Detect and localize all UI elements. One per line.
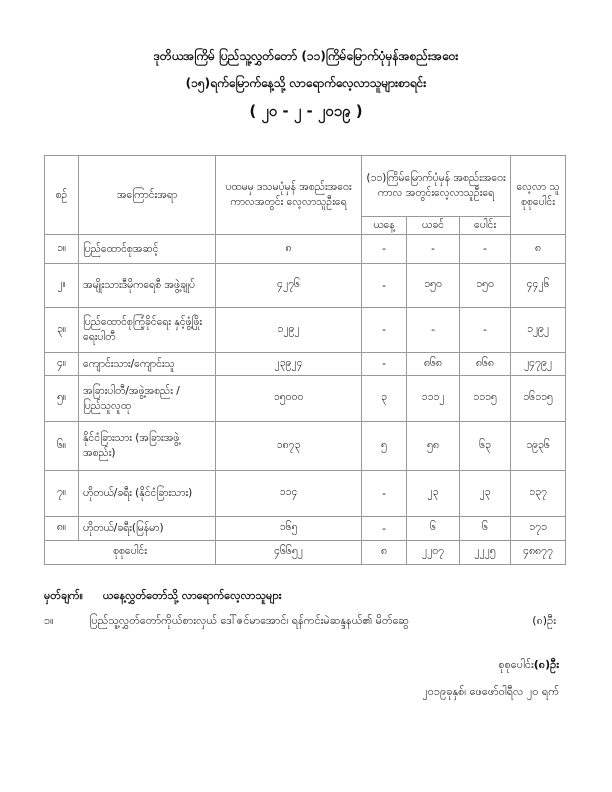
row-no: ၂။: [45, 264, 79, 308]
row-prev: -: [407, 235, 460, 264]
row-first: ၈: [216, 235, 362, 264]
row-total: ၁၆၁၁၅: [511, 376, 566, 422]
note-item-count: (၈)ဦး: [532, 614, 556, 627]
row-category: ပြည်ထောင်စုအဆင့်: [79, 235, 216, 264]
row-first: ၂၃၉၂၄: [216, 353, 362, 376]
document-date: ( ၂၀ - ၂ - ၂၀၁၉ ): [249, 102, 363, 120]
row-today: -: [362, 517, 407, 541]
header-category: အကြောင်းအရာ: [79, 156, 216, 235]
row-today: -: [362, 471, 407, 517]
row-today: ၃: [362, 376, 407, 422]
row-category: နိုင်ငံခြားသား (အခြားအဖွဲ့အစည်း): [79, 422, 216, 471]
table-row: [45, 517, 566, 541]
row-total: ၁၃၇: [511, 471, 566, 517]
row-no: ၅။: [45, 376, 79, 422]
row-prev: ၅၈: [407, 422, 460, 471]
row-sum: ၂၃: [460, 471, 511, 517]
note-item-text: ပြည်သူ့လွှတ်တော်ကိုယ်စားလှယ် ဒေါ်ဇင်မာအောင်၊ ရန်ကင်းမဲဆန္ဒနယ်၏ မိတ်ဆွေ: [89, 614, 409, 627]
notes-label: မှတ်ချက်။: [44, 589, 84, 602]
row-first: ၁၅၀၀၀: [216, 376, 362, 422]
subheader-previous: ယခင်: [407, 217, 460, 235]
row-total: ၁၇၁: [511, 517, 566, 541]
row-no: ၃။: [45, 308, 79, 353]
totals-label: စုစုပေါင်း: [45, 541, 216, 565]
row-category: ကျောင်းသား/ကျောင်းသူ: [79, 353, 216, 376]
row-sum: ၆၃: [460, 422, 511, 471]
row-first: ၁၈၇၃: [216, 422, 362, 471]
row-category: ဟိုတယ်/ခရီး(မြန်မာ): [79, 517, 216, 541]
row-no: ၁။: [45, 235, 79, 264]
header-first-period: ပထမမှ ဒသမပုံမှန် အစည်းအဝေးကာလအတွင်း လေ့လာသူဦးရေ: [216, 156, 362, 235]
subheader-today: ယနေ့: [362, 217, 407, 235]
table-row: [45, 353, 566, 376]
subheader-sum: ပေါင်း: [460, 217, 511, 235]
notes-heading: [44, 589, 281, 605]
header-no: စဉ်: [45, 156, 79, 235]
table-row: [45, 264, 566, 308]
row-first: ၁၁၄: [216, 471, 362, 517]
row-sum: ၈၆၈: [460, 353, 511, 376]
row-total: ၂၄၇၉၂: [511, 353, 566, 376]
table-row: [45, 235, 566, 264]
row-no: ၈။: [45, 517, 79, 541]
row-first: ၁၆၅: [216, 517, 362, 541]
row-prev: ၆: [407, 517, 460, 541]
row-sum: -: [460, 235, 511, 264]
table-row: [45, 471, 566, 517]
document-subtitle: (၁၅)ရက်မြောက်နေ့သို့ လာရောက်လေ့လာသူများစာရင်း: [185, 76, 427, 90]
row-first: ၁၂၉၂: [216, 308, 362, 353]
row-first: ၄၂၇၆: [216, 264, 362, 308]
totals-prev: ၂၂၀၇: [407, 541, 460, 565]
row-prev: ၂၃: [407, 471, 460, 517]
notes-heading-text: ယနေ့လွှတ်တော်သို့ လာရောက်လေ့လာသူများ: [102, 589, 282, 602]
row-category: ဟိုတယ်/ခရီး (နိုင်ငံခြားသား): [79, 471, 216, 517]
row-sum: ၁၁၁၅: [460, 376, 511, 422]
document-title: ဒုတိယအကြိမ် ပြည်သူ့လွှတ်တော် (၁၁)ကြိမ်မြောက်ပုံမှန်အစည်းအဝေး: [153, 49, 459, 63]
row-prev: ၁၅၀: [407, 264, 460, 308]
row-total: ၄၄၂၆: [511, 264, 566, 308]
footer-date: ၂၀၁၉ခုနှစ်၊ ဖေဖော်ဝါရီလ ၂၀ ရက်: [422, 685, 559, 698]
row-total: ၈: [511, 235, 566, 264]
totals-total: ၄၈၈၇၇: [511, 541, 566, 565]
row-today: -: [362, 353, 407, 376]
footer-total-prefix: စုစုပေါင်း: [498, 658, 534, 671]
row-no: ၆။: [45, 422, 79, 471]
row-total: ၁၉၃၆: [511, 422, 566, 471]
row-prev: ၁၁၁၂: [407, 376, 460, 422]
row-sum: ၁၅၀: [460, 264, 511, 308]
totals-sum: ၂၂၂၅: [460, 541, 511, 565]
totals-first: ၄၆၆၅၂: [216, 541, 362, 565]
table-row: [45, 308, 566, 353]
row-no: ၇။: [45, 471, 79, 517]
row-prev: -: [407, 308, 460, 353]
note-item: [44, 614, 564, 630]
footer-total-value: (၈)ဦး: [533, 658, 559, 671]
table-row: [45, 422, 566, 471]
row-category: အမျိုးသားဒီမိုကရေစီ အဖွဲ့ချုပ်: [79, 264, 216, 308]
header-eleventh-period: (၁၁)ကြိမ်မြောက်ပုံမှန် အစည်းအဝေးကာလ အတွင်းလေ့လာသူဦးရေ: [362, 156, 511, 217]
footer-total: [498, 658, 559, 674]
row-today: -: [362, 264, 407, 308]
row-category: ပြည်ထောင်စုကြံ့ခိုင်ရေး နှင့်ဖွံ့ဖြိုးရေးပါတီ: [79, 308, 216, 353]
row-sum: ၆: [460, 517, 511, 541]
row-sum: -: [460, 308, 511, 353]
totals-row: [45, 541, 566, 565]
row-today: -: [362, 308, 407, 353]
row-category: အခြားပါတီ/အဖွဲ့အစည်း / ပြည်သူလူထု: [79, 376, 216, 422]
row-no: ၄။: [45, 353, 79, 376]
table-row: [45, 376, 566, 422]
header-total: လေ့လာ သူ စုစုပေါင်း: [511, 156, 566, 235]
note-item-no: ၁။: [44, 614, 54, 627]
totals-today: ၈: [362, 541, 407, 565]
row-prev: ၈၆၈: [407, 353, 460, 376]
row-total: ၁၂၉၂: [511, 308, 566, 353]
row-today: ၅: [362, 422, 407, 471]
row-today: -: [362, 235, 407, 264]
visitor-table: [44, 155, 566, 565]
